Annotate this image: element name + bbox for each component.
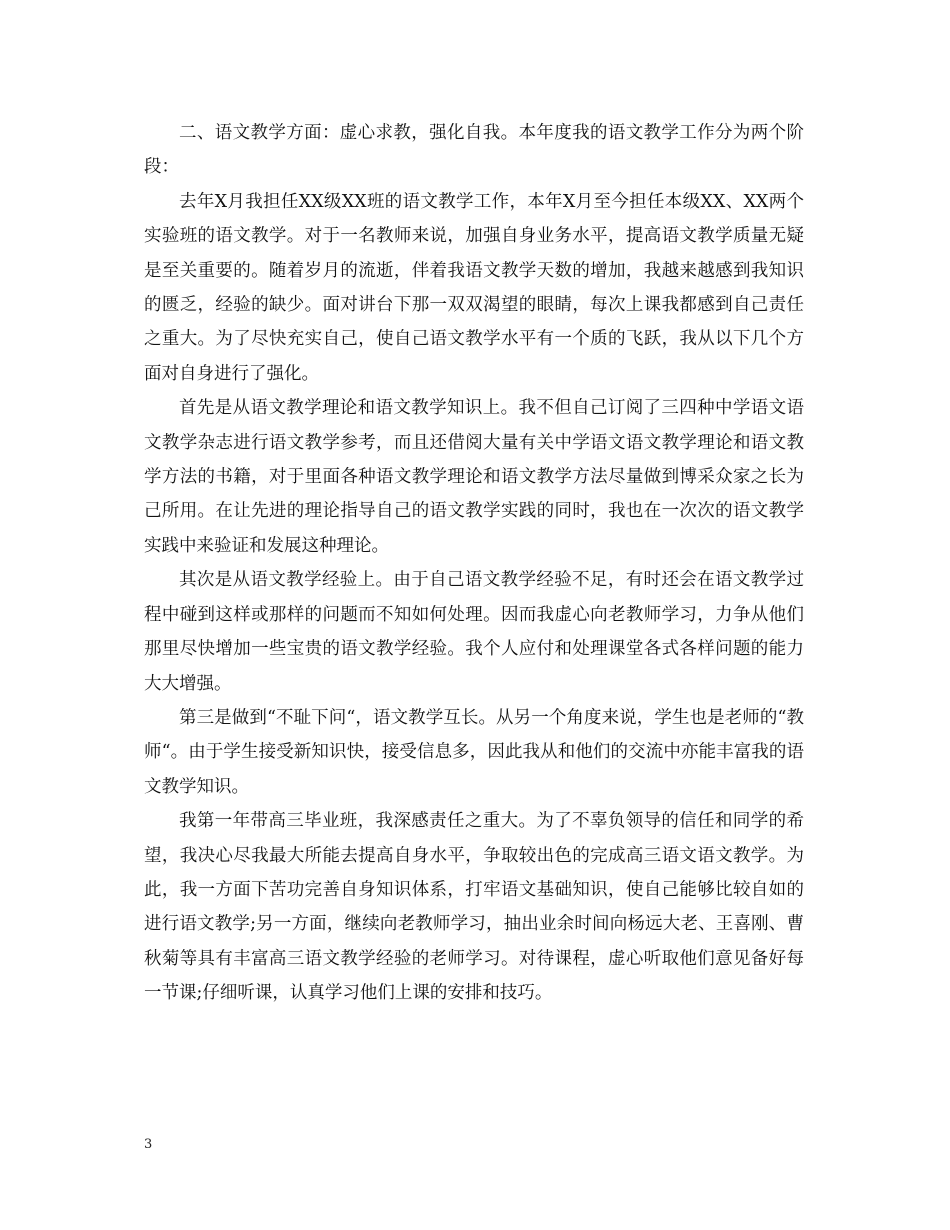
paragraph-2: 去年X月我担任XX级XX班的语文教学工作，本年X月至今担任本级XX、XX两个实验班的语文教学。对于一名教师来说，加强自身业务水平，提高语文教学质量无疑是至关重要的。随着岁月的流逝，伴着我语文教学天数的增加，我越来越感到我知识的匮乏，经验的缺少。面对讲台下那一双双渴望的眼睛，每次上课我都感到自己责任之重大。为了尽快充实自己，使自己语文教学水平有一个质的飞跃，我从以下几个方面对自身进行了强化。 bbox=[144, 191, 804, 384]
paragraph-4: 其次是从语文教学经验上。由于自己语文教学经验不足，有时还会在语文教学过程中碰到这样或那样的问题而不知如何处理。因而我虚心向老教师学习，力争从他们那里尽快增加一些宝贵的语文教学经验。我个人应付和处理课堂各式各样问题的能力大大增强。 bbox=[144, 570, 804, 694]
paragraph-6: 我第一年带高三毕业班，我深感责任之重大。为了不辜负领导的信任和同学的希望，我决心尽我最大所能去提高自身水平，争取较出色的完成高三语文语文教学。为此，我一方面下苦功完善自身知识体系，打牢语文基础知识，使自己能够比较自如的进行语文教学;另一方面，继续向老教师学习，抽出业余时间向杨远大老、王喜刚、曹秋菊等具有丰富高三语文教学经验的老师学习。对待课程，虚心听取他们意见备好每一节课;仔细听课，认真学习他们上课的安排和技巧。 bbox=[144, 811, 804, 1004]
paragraph-1: 二、语文教学方面：虚心求教，强化自我。本年度我的语文教学工作分为两个阶段： bbox=[144, 123, 804, 178]
paragraph-5: 第三是做到“不耻下问“，语文教学互长。从另一个角度来说，学生也是老师的“教师“。由于学生接受新知识快，接受信息多，因此我从和他们的交流中亦能丰富我的语文教学知识。 bbox=[144, 707, 804, 797]
page-number: 3 bbox=[144, 1137, 153, 1152]
document-body bbox=[144, 116, 804, 1011]
paragraph-3: 首先是从语文教学理论和语文教学知识上。我不但自己订阅了三四种中学语文语文教学杂志进行语文教学参考，而且还借阅大量有关中学语文语文教学理论和语文教学方法的书籍，对于里面各种语文教学理论和语文教学方法尽量做到博采众家之长为己所用。在让先进的理论指导自己的语文教学实践的同时，我也在一次次的语文教学实践中来验证和发展这种理论。 bbox=[144, 398, 804, 556]
